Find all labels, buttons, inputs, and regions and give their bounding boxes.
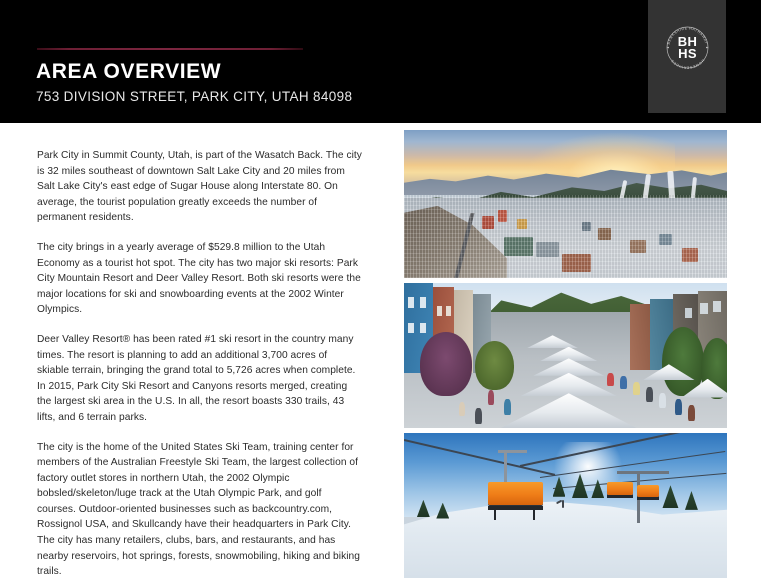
- photo-main-street-summer-arts-festival: [404, 283, 727, 428]
- paragraph-attractions: The city is the home of the United States Ski Team, training center for members of the Australian Freestyle Ski Team, the largest collection of factory outlet stores in northern Utah, the 2002 Olympic bobsled/skeleton/luge track at the Utah Olympic Park, and golf courses. Outdoor-oriented businesses such as backcountry.com, Rossignol USA, and Skullcandy have their headquarters in Park City. The city has many retailers, clubs, bars, and restaurants, and has nearby reservoirs, hot springs, forests, snowmobiling, hiking and biking trails.: [37, 441, 360, 578]
- bhhs-seal-logo: [662, 22, 713, 73]
- paragraph-location: Park City in Summit County, Utah, is part of the Wasatch Back. The city is 32 miles southeast of downtown Salt Lake City and 20 miles from Salt Lake City's east edge of Sugar House along Interstate 80. On average, the tourist population greatly exceeds the number of permanent residents.: [37, 150, 362, 224]
- svg-text:BERKSHIRE HATHAWAY: BERKSHIRE HATHAWAY: [666, 26, 709, 45]
- paragraph-economy: The city brings in a yearly average of $529.8 million to the Utah Economy as a tourist hot spot. The city has two major ski resorts: Park City Mountain Resort and Deer Valley Resort. Both ski resorts were the major locations for ski and snowboarding events at the 2002 Winter Olympics.: [37, 241, 361, 316]
- page-title: AREA OVERVIEW: [36, 60, 222, 83]
- page-subtitle-address: 753 DIVISION STREET, PARK CITY, UTAH 84098: [36, 89, 353, 104]
- bhhs-monogram: [662, 22, 713, 73]
- paragraph-deer-valley: Deer Valley Resort® has been rated #1 ski resort in the country many times. The resort is planning to add an additional 3,700 acres of skiable terrain, bringing the grand total to 5,726 acres when complete. In 2015, Park City Ski Resort and Canyons resorts merged, creating the largest ski area in the U.S. In all, the resort boasts 330 trails, 43 lifts, and 6 terrain parks.: [37, 333, 356, 423]
- monogram-line-2: HS: [678, 45, 697, 61]
- svg-text:HOMESERVICES: HOMESERVICES: [670, 58, 705, 70]
- photo-aerial-snowy-town-at-sunset: [404, 130, 727, 278]
- brand-panel: [648, 0, 726, 113]
- monogram-line-1: BH: [677, 33, 698, 49]
- page-header: [0, 0, 761, 123]
- photo-orange-chairlift-over-ski-slope: [404, 433, 727, 578]
- header-accent-rule: [37, 48, 303, 50]
- area-overview-text-column: [37, 148, 362, 580]
